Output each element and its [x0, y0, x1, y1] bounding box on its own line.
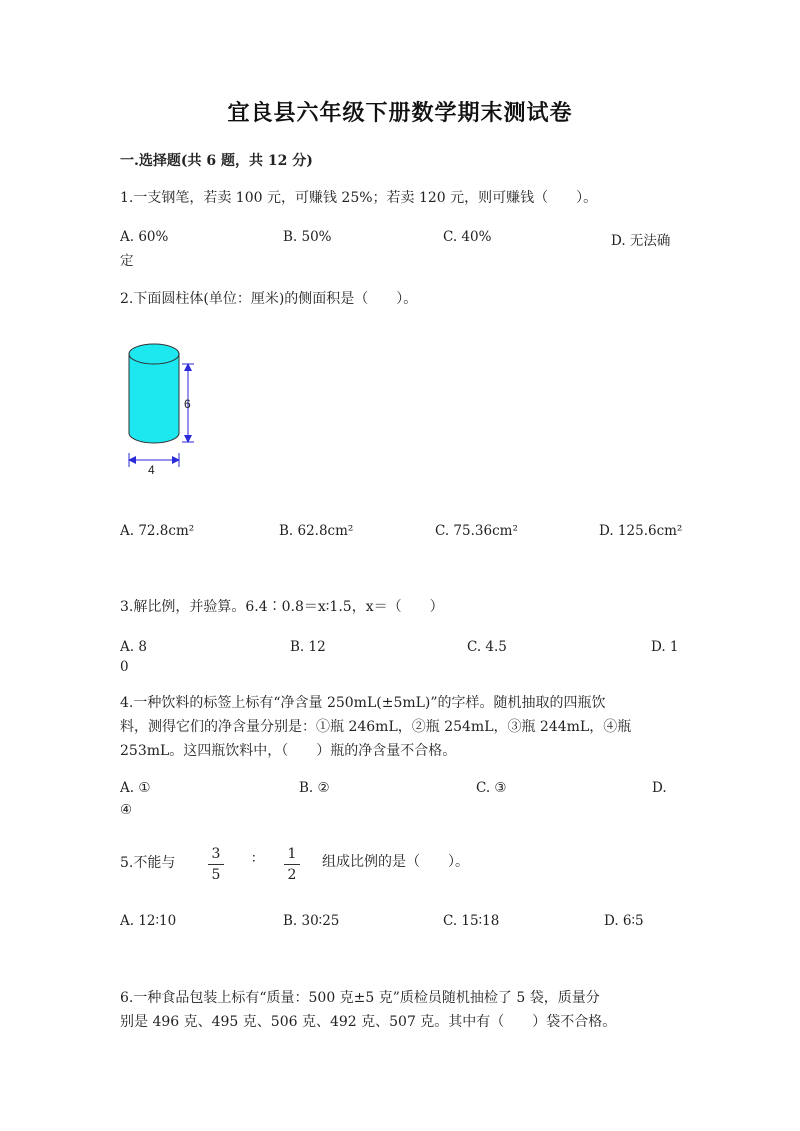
- question-5-option-d[interactable]: D. 6∶5: [604, 913, 644, 929]
- question-2-text: 2.下面圆柱体(单位：厘米)的侧面积是（ ）。: [120, 291, 418, 307]
- question-3-text: 3.解比例，并验算。6.4∶0.8＝x∶1.5，x＝（ ）: [120, 599, 444, 615]
- question-5-option-c[interactable]: C. 15∶18: [443, 913, 500, 929]
- question-1-option-b[interactable]: B. 50%: [283, 229, 332, 245]
- question-4-option-c[interactable]: C. ③: [476, 780, 507, 796]
- question-4-option-b[interactable]: B. ②: [299, 780, 330, 796]
- question-1-option-c[interactable]: C. 40%: [443, 229, 492, 245]
- question-4-line-3: 253mL。这四瓶饮料中，（ ）瓶的净含量不合格。: [120, 743, 457, 759]
- question-1-text: 1.一支钢笔，若卖 100 元，可赚钱 25%；若卖 120 元，则可赚钱（ ）。: [120, 190, 598, 206]
- section-heading: 一.选择题(共 6 题，共 12 分): [120, 153, 313, 169]
- question-3-option-a[interactable]: A. 8: [120, 639, 147, 655]
- question-2-option-c[interactable]: C. 75.36cm²: [435, 523, 518, 539]
- fraction-three-fifths: 3 5: [206, 845, 226, 884]
- question-4-line-2: 料，测得它们的净含量分别是：①瓶 246mL，②瓶 254mL，③瓶 244mL，④瓶: [120, 719, 632, 735]
- question-3-option-d[interactable]: D. 1: [651, 639, 679, 655]
- cylinder-body: [129, 354, 179, 443]
- cylinder-figure: [118, 336, 228, 482]
- ratio-colon: ∶: [252, 851, 256, 867]
- question-5-prefix: 5.不能与: [120, 855, 176, 871]
- question-2-option-a[interactable]: A. 72.8cm²: [120, 523, 195, 539]
- question-3-option-b[interactable]: B. 12: [290, 639, 326, 655]
- question-3-option-d-wrap: 0: [120, 659, 129, 675]
- question-6-line-2: 别是 496 克、495 克、506 克、492 克、507 克。其中有（ ）袋不合格。: [120, 1014, 617, 1030]
- page-title: 宜良县六年级下册数学期末测试卷: [227, 100, 573, 126]
- question-1-option-a[interactable]: A. 60%: [120, 229, 169, 245]
- height-label: 6: [184, 397, 191, 411]
- question-6-line-1: 6.一种食品包装上标有“质量：500 克±5 克”质检员随机抽检了 5 袋，质量分: [120, 990, 600, 1006]
- question-1-option-d-wrap: 定: [120, 253, 134, 269]
- question-5-option-b[interactable]: B. 30∶25: [283, 913, 340, 929]
- question-4-option-a[interactable]: A. ①: [120, 780, 151, 796]
- question-4-line-1: 4.一种饮料的标签上标有“净含量 250mL(±5mL)”的字样。随机抽取的四瓶饮: [120, 695, 606, 711]
- question-5-option-a[interactable]: A. 12∶10: [120, 913, 177, 929]
- diameter-label: 4: [148, 463, 155, 477]
- question-4-option-d[interactable]: D.: [652, 780, 667, 796]
- question-5-suffix: 组成比例的是（ ）。: [322, 854, 469, 870]
- question-2-option-d[interactable]: D. 125.6cm²: [599, 523, 683, 539]
- question-1-option-d[interactable]: D. 无法确: [611, 233, 671, 249]
- question-2-option-b[interactable]: B. 62.8cm²: [279, 523, 354, 539]
- cylinder-top: [129, 344, 179, 364]
- question-3-option-c[interactable]: C. 4.5: [467, 639, 507, 655]
- question-4-option-d-wrap: ④: [120, 802, 133, 818]
- fraction-one-half: 1 2: [282, 845, 302, 884]
